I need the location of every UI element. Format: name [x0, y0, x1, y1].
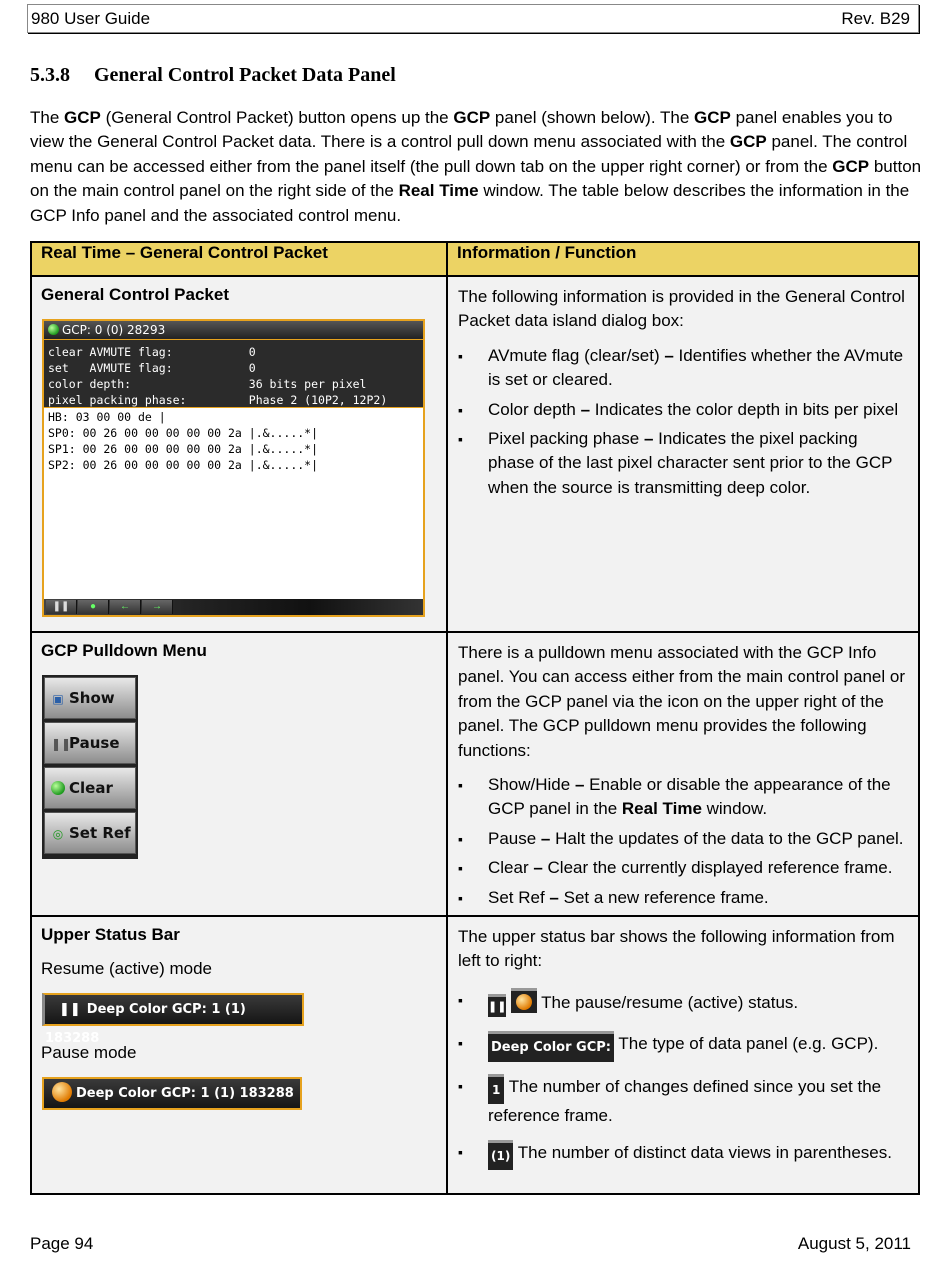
- intro-paragraph: [30, 106, 925, 228]
- bullet-term: Clear: [488, 858, 529, 878]
- resume-orange-icon: [52, 1082, 72, 1102]
- row3-bullet-list: [458, 988, 908, 1170]
- bullet-desc: Clear the currently displayed reference frame.: [547, 858, 893, 878]
- section-number: 5.3.8: [30, 64, 70, 86]
- gcp-panel-toolbar: [44, 599, 423, 615]
- gcp-info-table: [30, 241, 920, 1195]
- list-item: [458, 427, 908, 500]
- table-row: [31, 632, 919, 916]
- menu-label: Set Ref: [69, 824, 131, 842]
- change-count-icon: 1: [488, 1074, 504, 1103]
- list-item: [458, 1031, 908, 1062]
- menu-item-pause[interactable]: [44, 722, 136, 764]
- bullet-term: AVmute flag (clear/set): [488, 345, 660, 365]
- bullet-term: Pixel packing phase: [488, 429, 640, 449]
- bullet-desc: Indicates the pixel packing phase of the last pixel character sent prior to the GCP when the source is transmitting deep color.: [488, 429, 893, 497]
- row3-right-cell: [447, 916, 919, 1194]
- row3-left-cell: [31, 916, 447, 1194]
- bullet-term: Pause: [488, 828, 537, 848]
- intro-text: (General Control Packet) button opens up the: [100, 108, 454, 127]
- bullet-desc: Enable or disable the appearance of the GCP panel in the: [488, 775, 891, 819]
- row2-left-cell: [31, 632, 447, 916]
- footer-date: August 5, 2011: [797, 1234, 911, 1253]
- menu-label: Pause: [69, 734, 120, 752]
- bullet-term: Color depth: [488, 399, 576, 419]
- intro-text: panel. The control menu can be accessed either from the panel itself (the pull down tab on the upper right corner) or from the: [30, 132, 908, 176]
- pause-icon: ❚❚: [59, 1002, 81, 1018]
- intro-bold: Real Time: [398, 181, 479, 201]
- row1-left-cell: [31, 276, 447, 632]
- row1-bullet-list: [458, 344, 908, 500]
- row3-title: Upper Status Bar: [41, 925, 180, 945]
- list-item: [458, 988, 908, 1017]
- arrow-left-icon[interactable]: ←: [110, 600, 141, 614]
- menu-label: Show: [69, 689, 115, 707]
- bullet-sep: –: [639, 429, 659, 449]
- bullet-desc: The type of data panel (e.g. GCP).: [618, 1033, 879, 1053]
- bullet-sep: –: [659, 345, 679, 365]
- bullet-desc: The number of changes defined since you set the reference frame.: [488, 1077, 882, 1125]
- table-header-right: Information / Function: [447, 242, 919, 276]
- bullet-desc: Set a new reference frame.: [563, 887, 769, 907]
- section-title: General Control Packet Data Panel: [94, 64, 396, 86]
- intro-bold: GCP: [832, 156, 870, 176]
- table-row: [31, 916, 919, 1194]
- intro-text: button on the main control panel on the right side of the: [30, 156, 922, 201]
- row2-intro: There is a pulldown menu associated with the GCP Info panel. You can access either from the main control panel or from the GCP panel via the icon on the upper right of the panel. The GCP pulldown menu provides the following functions:: [458, 643, 905, 760]
- bullet-desc: The number of distinct data views in parentheses.: [517, 1143, 892, 1163]
- bullet-desc: Indicates the color depth in bits per pixel: [594, 399, 899, 419]
- pause-icon[interactable]: ❚❚: [46, 600, 77, 614]
- gcp-panel-title: GCP: 0 (0) 28293: [62, 323, 166, 337]
- row2-title: GCP Pulldown Menu: [41, 641, 207, 660]
- bullet-sep: –: [544, 887, 564, 907]
- list-item: [458, 773, 908, 822]
- window-icon: ▣: [52, 692, 64, 706]
- gcp-flags-block: clear AVMUTE flag: 0 set AVMUTE flag: 0 color depth: 36 bits per pixel pixel packing phase: Phase 2 (10P2, 12P2): [44, 340, 423, 408]
- gcp-data-block: HB: 03 00 00 de | SP0: 00 26 00 00 00 00 00 2a |.&.....*| SP1: 00 26 00 00 00 00 00 2a |.&.....*| SP2: 00 26 00 00 00 00 00 2a |.&.....*|: [48, 410, 319, 472]
- resume-status-bar: [42, 993, 304, 1047]
- table-header-row: [31, 242, 919, 276]
- bullet-sep: –: [570, 775, 590, 795]
- bullet-bold: Real Time: [621, 799, 702, 819]
- row1-right-cell: [447, 276, 919, 632]
- list-item: [458, 344, 908, 393]
- list-item: [458, 398, 908, 422]
- list-item: [458, 886, 908, 910]
- bullet-term: Show/Hide: [488, 775, 571, 795]
- gcp-panel-screenshot: [42, 319, 425, 617]
- header-revision: Rev. B29: [841, 9, 910, 28]
- intro-bold: GCP: [453, 108, 491, 127]
- running-header: [27, 4, 919, 33]
- menu-item-clear[interactable]: [44, 767, 136, 809]
- table-header-left: Real Time – General Control Packet: [31, 242, 447, 276]
- intro-text: window. The table below describes the information in the GCP Info panel and the associated control menu.: [30, 181, 910, 225]
- bullet-desc: window.: [701, 799, 768, 819]
- panel-type-icon: Deep Color GCP:: [488, 1031, 614, 1062]
- bullet-desc: The pause/resume (active) status.: [541, 992, 799, 1012]
- pause-mode-label: Pause mode: [41, 1043, 137, 1063]
- footer-page-number: Page 94: [30, 1234, 94, 1253]
- target-icon: ◎: [52, 827, 64, 841]
- section-heading: [30, 64, 396, 87]
- pause-icon: ❚❚: [488, 994, 506, 1017]
- gcp-panel-titlebar: [44, 321, 423, 340]
- status-bar-text: Deep Color GCP: 1 (1) 183288: [45, 1002, 246, 1047]
- intro-bold: GCP: [729, 132, 767, 152]
- intro-text: The: [30, 108, 65, 127]
- bullet-sep: –: [528, 858, 548, 878]
- row3-intro: The upper status bar shows the following information from left to right:: [458, 927, 895, 971]
- header-doc-title: 980 User Guide: [31, 9, 151, 28]
- intro-bold: GCP: [64, 108, 101, 127]
- pause-icon: ❚❚: [51, 737, 72, 751]
- row2-right-cell: [447, 632, 919, 916]
- bullet-sep: –: [575, 399, 595, 419]
- bullet-desc: Halt the updates of the data to the GCP panel.: [555, 828, 904, 848]
- views-count-icon: (1): [488, 1140, 513, 1169]
- list-item: [458, 827, 908, 851]
- resume-orange-icon: [511, 988, 537, 1013]
- menu-item-show[interactable]: [44, 677, 136, 719]
- set-ref-icon[interactable]: ●: [78, 600, 109, 614]
- row1-title: General Control Packet: [41, 285, 230, 304]
- green-dot-icon: [51, 769, 65, 809]
- table-row: [31, 276, 919, 632]
- list-item: [458, 1074, 908, 1128]
- menu-item-set-ref[interactable]: [44, 812, 136, 854]
- list-item: [458, 1140, 908, 1169]
- intro-text: panel (shown below). The: [490, 108, 695, 127]
- green-status-icon: [48, 324, 59, 335]
- row2-bullet-list: [458, 773, 908, 910]
- bullet-desc: Identifies whether the AVmute is set or cleared.: [488, 345, 904, 390]
- intro-bold: GCP: [694, 108, 731, 127]
- arrow-right-icon[interactable]: →: [142, 600, 173, 614]
- intro-text: panel enables you to view the General Control Packet data. There is a control pull down menu associated with the: [30, 108, 893, 152]
- menu-label: Clear: [69, 779, 113, 797]
- pause-status-bar: [42, 1077, 302, 1110]
- bullet-term: Set Ref: [488, 887, 545, 907]
- row1-intro: The following information is provided in the General Control Packet data island dialog box:: [458, 287, 905, 331]
- gcp-pulldown-menu: [42, 675, 138, 859]
- list-item: [458, 856, 908, 880]
- resume-mode-label: Resume (active) mode: [41, 959, 213, 979]
- status-bar-text: Deep Color GCP: 1 (1) 183288: [76, 1086, 294, 1102]
- bullet-sep: –: [536, 828, 556, 848]
